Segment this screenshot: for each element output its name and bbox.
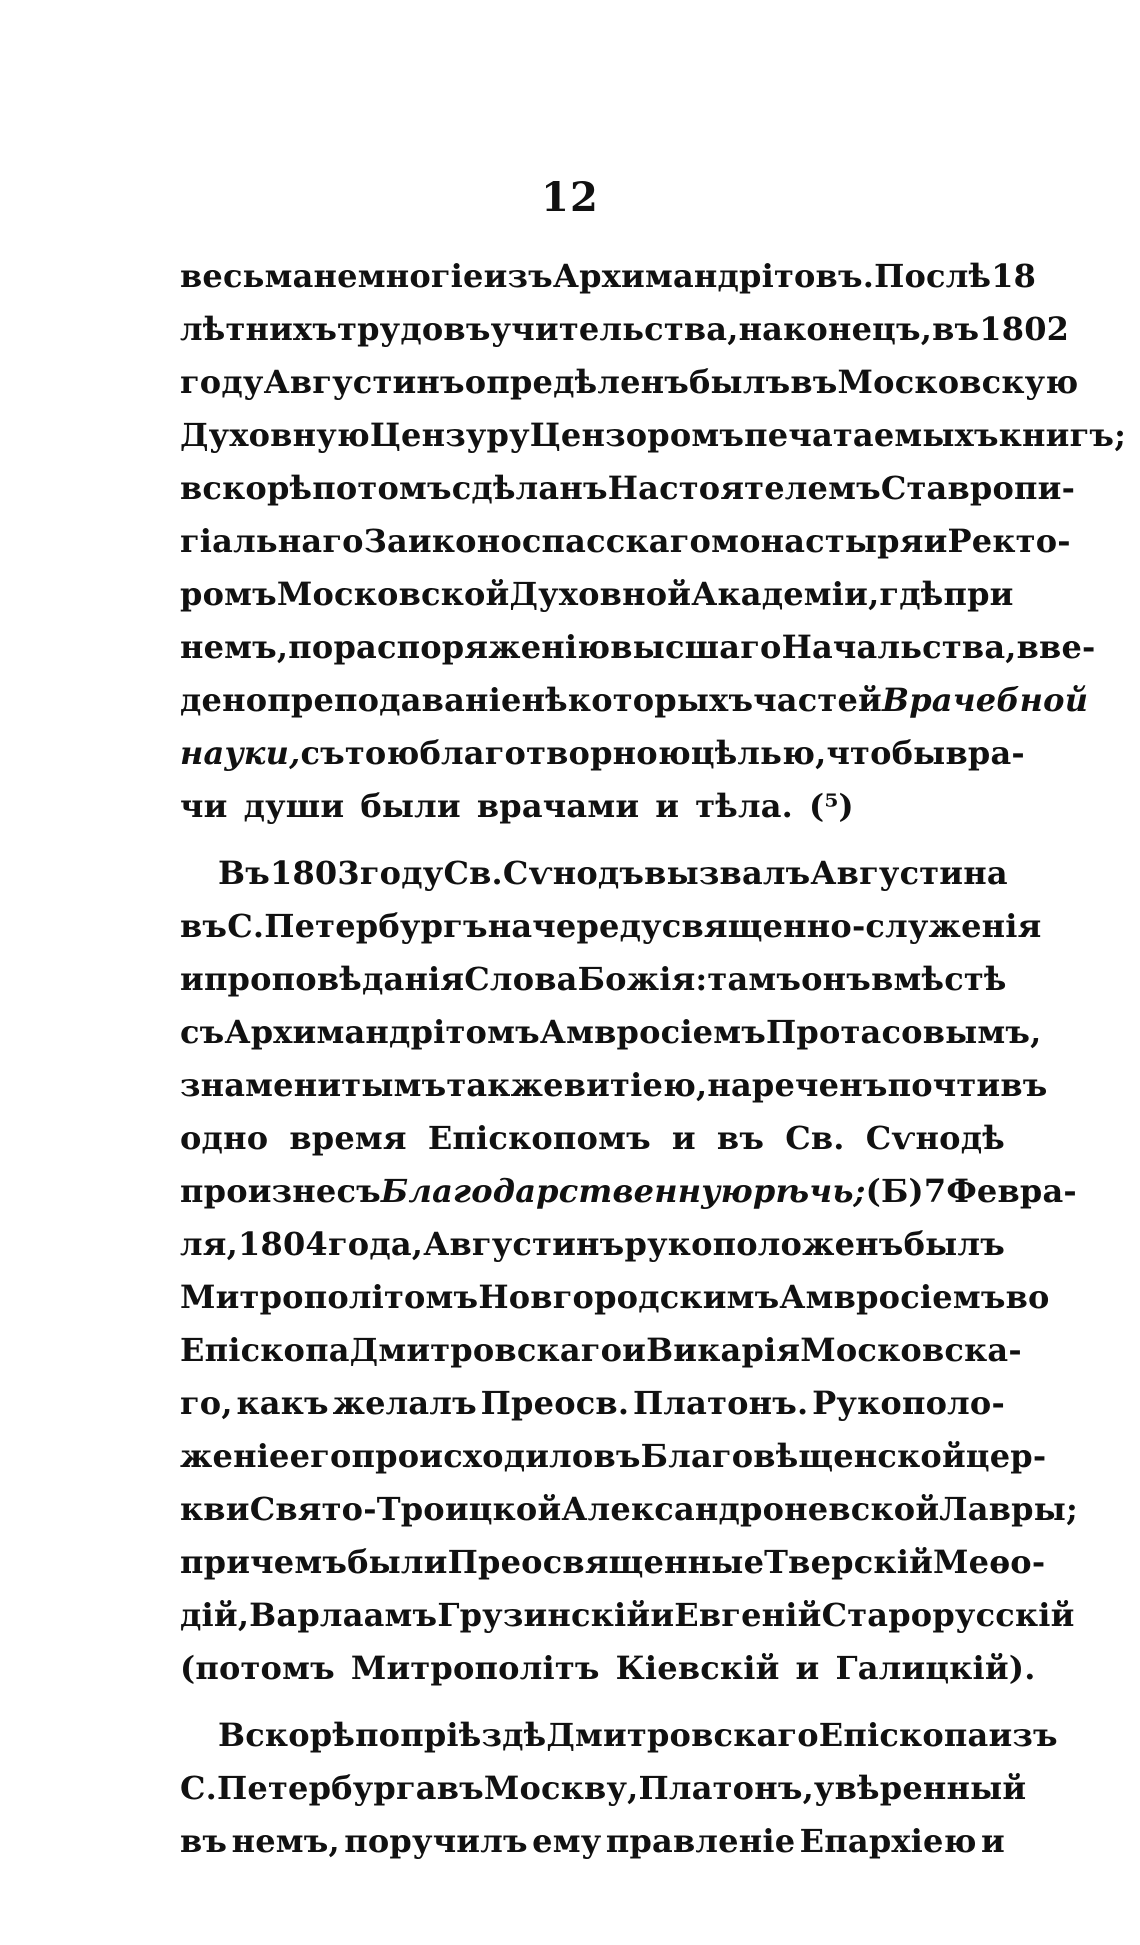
text-line <box>180 780 1005 833</box>
word: Троицкой <box>376 1490 562 1528</box>
word: нѣкоторыхъ <box>521 681 754 719</box>
word: Платонъ. <box>632 1384 809 1422</box>
word: потомъ <box>312 469 452 507</box>
word: время <box>289 1119 407 1157</box>
word: пріѣздѣ <box>400 1716 547 1754</box>
text-line <box>180 1483 1078 1536</box>
word: печатаемыхъ <box>744 416 999 454</box>
word: Архимандрітовъ. <box>552 257 875 295</box>
word: Академіи, <box>691 575 880 613</box>
word: 1803 <box>270 854 360 892</box>
word: въ <box>180 907 228 945</box>
word: его <box>289 1437 352 1475</box>
word: весьма <box>180 257 314 295</box>
word: опредѣленъ <box>464 363 690 401</box>
word: Сѵнодъ <box>502 854 645 892</box>
word: изъ <box>988 1716 1058 1754</box>
word: въ <box>716 1119 765 1157</box>
word: проповѣданія <box>203 960 465 998</box>
word: тамъ <box>707 960 802 998</box>
word: немъ, <box>231 1822 340 1860</box>
word: Начальства, <box>781 628 1017 666</box>
word: немъ, <box>180 628 289 666</box>
word: и <box>180 960 204 998</box>
paragraph-gap <box>180 833 1005 847</box>
word: рѣчь; <box>752 1172 866 1210</box>
word: Духовной <box>509 575 692 613</box>
text-line <box>180 568 1014 621</box>
word: по <box>288 628 334 666</box>
word: вскорѣ <box>180 469 313 507</box>
word: Московска- <box>800 1331 1022 1369</box>
word: чи <box>180 787 228 825</box>
text-line <box>180 250 1037 303</box>
text-line <box>180 1112 1005 1165</box>
word: служенія <box>865 907 1042 945</box>
word: Тверскій <box>764 1543 934 1581</box>
word: Вскорѣ <box>218 1716 356 1754</box>
word: правленіе <box>605 1822 796 1860</box>
text-line <box>180 1377 1005 1430</box>
word: Петербурга <box>217 1769 437 1807</box>
word: чтобы <box>826 734 946 772</box>
word: Августинъ <box>423 1225 625 1263</box>
word: по <box>355 1716 401 1754</box>
word: Лавры; <box>939 1490 1078 1528</box>
word: Слова <box>464 960 578 998</box>
word: женіе <box>180 1437 290 1475</box>
word: вмѣстѣ <box>871 960 1007 998</box>
text-line <box>180 621 1096 674</box>
word: Сѵнодѣ <box>865 1119 1005 1157</box>
word: Протасовымъ, <box>765 1013 1042 1051</box>
text-line <box>180 515 1071 568</box>
word: трудовъ <box>337 310 491 348</box>
word: Преосв. <box>480 1384 630 1422</box>
word: Московскую <box>837 363 1079 401</box>
word: монастыря <box>711 522 924 560</box>
word: Дмитровскаго <box>349 1331 623 1369</box>
text-line <box>180 1589 1075 1642</box>
text-line <box>180 900 1042 953</box>
word: произнесъ <box>180 1172 381 1210</box>
paragraph-gap <box>180 1695 1005 1709</box>
word: С. <box>227 907 265 945</box>
word: 7 <box>923 1172 947 1210</box>
word: Епіскопа <box>180 1331 350 1369</box>
word: вра- <box>945 734 1025 772</box>
word: Амвросіемъ <box>779 1278 1006 1316</box>
text-line <box>180 1536 1046 1589</box>
word: рукоположенъ <box>624 1225 904 1263</box>
word: - <box>851 907 866 945</box>
word: Благовѣщенской <box>640 1437 966 1475</box>
word: происходило <box>351 1437 594 1475</box>
word: (⁵) <box>808 787 854 825</box>
word: и <box>981 1822 1005 1860</box>
word: немногіе <box>313 257 484 295</box>
word: поручилъ <box>344 1822 528 1860</box>
word: Настоятелемъ <box>607 469 881 507</box>
word: были <box>360 787 461 825</box>
word: Викарія <box>646 1331 801 1369</box>
word: въ <box>790 363 838 401</box>
text-line <box>180 1762 1027 1815</box>
word: года, <box>327 1225 424 1263</box>
word: Цензуру <box>369 416 530 454</box>
word: и <box>671 1119 696 1157</box>
word: Дмитровскаго <box>546 1716 819 1754</box>
word: и <box>650 1596 675 1634</box>
word: 1802 <box>979 310 1070 348</box>
word: тѣла. <box>695 787 793 825</box>
word: Амвросіемъ <box>539 1013 766 1051</box>
word: съ <box>300 734 345 772</box>
word: - <box>363 1490 377 1528</box>
word: Архимандрітомъ <box>224 1013 540 1051</box>
word: дено <box>180 681 268 719</box>
text-line <box>180 674 1089 727</box>
word: при <box>180 1543 251 1581</box>
word: въ <box>180 1822 228 1860</box>
word: гіальнаго <box>180 522 364 560</box>
word: въ <box>932 310 980 348</box>
body-text <box>180 250 1127 1868</box>
word: души <box>243 787 345 825</box>
word: Александроневской <box>561 1490 940 1528</box>
word: ромъ <box>180 575 277 613</box>
word: Меѳо- <box>933 1543 1046 1581</box>
text-line <box>180 1642 1036 1695</box>
word: священно <box>661 907 852 945</box>
word: сдѣланъ <box>451 469 608 507</box>
word: частей <box>753 681 882 719</box>
word: лѣтнихъ <box>180 310 338 348</box>
word: былъ <box>903 1225 1005 1263</box>
word: ему <box>532 1822 602 1860</box>
word: преподаваніе <box>267 681 522 719</box>
word: году <box>180 363 264 401</box>
word: Ректо- <box>947 522 1071 560</box>
text-line <box>180 953 1005 1006</box>
word: высшаго <box>610 628 782 666</box>
word: витіею, <box>563 1066 708 1104</box>
word: Варлаамъ <box>249 1596 438 1634</box>
word: Февра- <box>946 1172 1077 1210</box>
word: во <box>1005 1278 1050 1316</box>
text-line <box>180 303 1070 356</box>
word: Епархіею <box>799 1822 977 1860</box>
word: (Б) <box>865 1172 924 1210</box>
word: знаменитымъ <box>180 1066 447 1104</box>
word: тою <box>344 734 420 772</box>
word: Митрополітъ <box>350 1649 600 1687</box>
text-line <box>180 1218 1005 1271</box>
word: наконецъ, <box>738 310 933 348</box>
word: 1804 <box>238 1225 328 1263</box>
word: Галицкій). <box>835 1649 1036 1687</box>
word: чемъ <box>250 1543 348 1581</box>
text-line <box>180 1324 1022 1377</box>
word: Епіскопомъ <box>427 1119 651 1157</box>
word: онъ <box>801 960 872 998</box>
text-line <box>180 1059 1048 1112</box>
word: Въ <box>218 854 270 892</box>
text-line <box>180 1815 1005 1868</box>
word: изъ <box>483 257 553 295</box>
word: Кіевскій <box>615 1649 780 1687</box>
word: на <box>487 907 533 945</box>
text-line <box>180 462 1076 515</box>
word: и <box>923 522 948 560</box>
text-line <box>180 356 1079 409</box>
page-number: 12 <box>541 174 599 221</box>
text-line <box>180 1430 1047 1483</box>
word: Св. <box>443 854 503 892</box>
word: Св. <box>785 1119 845 1157</box>
text-line <box>180 409 1127 462</box>
text-line <box>180 847 1008 900</box>
word: одно <box>180 1119 269 1157</box>
word: Епіскопа <box>818 1716 989 1754</box>
word: году <box>359 854 444 892</box>
word: также <box>446 1066 564 1104</box>
word: Послѣ <box>874 257 992 295</box>
word: гдѣ <box>879 575 944 613</box>
word: врачами <box>476 787 640 825</box>
text-line <box>180 1006 1042 1059</box>
word: Свято <box>249 1490 364 1528</box>
word: желалъ <box>332 1384 477 1422</box>
word: 18 <box>991 257 1037 295</box>
word: въ <box>1000 1066 1048 1104</box>
word: Заиконоспасскаго <box>363 522 712 560</box>
word: Платонъ, <box>638 1769 814 1807</box>
word: череду <box>532 907 662 945</box>
word: почти <box>887 1066 1001 1104</box>
word: въ <box>436 1769 484 1807</box>
word: Московской <box>276 575 510 613</box>
word: учительства, <box>490 310 739 348</box>
word: распоряженію <box>333 628 611 666</box>
word: С. <box>180 1769 218 1807</box>
word: Митрополітомъ <box>180 1278 479 1316</box>
word: книгъ; <box>998 416 1127 454</box>
word: ля, <box>180 1225 238 1263</box>
word: былъ <box>689 363 791 401</box>
word: цер- <box>965 1437 1047 1475</box>
text-line <box>180 727 1025 780</box>
word: и <box>655 787 680 825</box>
word: Благодарственную <box>380 1172 753 1210</box>
word: Старорусскій <box>821 1596 1075 1634</box>
word: (потомъ <box>180 1649 335 1687</box>
word: были <box>347 1543 448 1581</box>
word: нареченъ <box>707 1066 888 1104</box>
text-line <box>180 1709 1058 1762</box>
word: Августинъ <box>263 363 465 401</box>
word: въ <box>593 1437 641 1475</box>
word: Новгородскимъ <box>478 1278 780 1316</box>
word: при <box>943 575 1014 613</box>
word: Грузинскій <box>437 1596 651 1634</box>
text-line <box>180 1165 1077 1218</box>
word: науки, <box>180 734 301 772</box>
word: благотворною <box>419 734 691 772</box>
word: го, <box>180 1384 233 1422</box>
word: Евгеній <box>674 1596 822 1634</box>
word: увѣренный <box>813 1769 1027 1807</box>
word: дій, <box>180 1596 250 1634</box>
word: какъ <box>236 1384 329 1422</box>
word: Августина <box>810 854 1008 892</box>
word: съ <box>180 1013 225 1051</box>
word: Москву, <box>483 1769 639 1807</box>
word: вве- <box>1016 628 1096 666</box>
word: Ставропи- <box>880 469 1076 507</box>
word: вызвалъ <box>644 854 811 892</box>
word: Цензоромъ <box>529 416 745 454</box>
word: Преосвященные <box>447 1543 765 1581</box>
word: и <box>795 1649 820 1687</box>
text-line <box>180 1271 1050 1324</box>
word: Петербургъ <box>264 907 488 945</box>
word: Врачебной <box>881 681 1089 719</box>
word: цѣлью, <box>690 734 827 772</box>
word: кви <box>180 1490 250 1528</box>
word: Божія: <box>577 960 708 998</box>
word: и <box>622 1331 647 1369</box>
word: Духовную <box>180 416 370 454</box>
word: Рукополо- <box>812 1384 1005 1422</box>
